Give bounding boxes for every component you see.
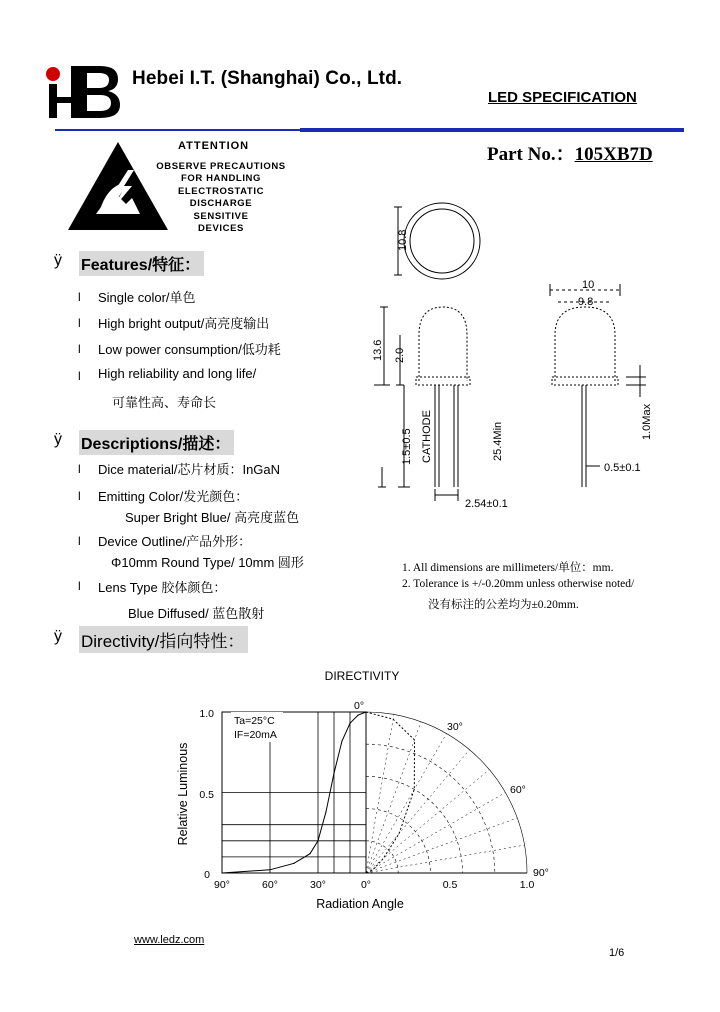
directivity-heading: Directivity/指向特性： xyxy=(79,626,248,653)
x-tick-label: 60° xyxy=(262,879,278,891)
condition-temperature: Ta=25°C xyxy=(234,715,275,727)
note-2-cont: 没有标注的公差均为±0.20mm. xyxy=(428,599,579,611)
company-name: Hebei I.T. (Shanghai) Co., Ltd. xyxy=(132,68,403,89)
polar-spoke xyxy=(366,714,394,873)
polar-ring xyxy=(366,712,527,873)
directivity-chart xyxy=(160,660,560,920)
section-bullet: ÿ xyxy=(54,431,62,448)
curve-point xyxy=(293,863,294,864)
polar-spoke xyxy=(366,770,489,873)
esd-line: FOR HANDLING xyxy=(180,173,262,185)
y-tick-label: 0.5 xyxy=(199,789,214,801)
feature-item: High bright output/高亮度输出 xyxy=(98,316,270,331)
feature-item-extra: 可靠性高、寿命长 xyxy=(112,395,217,410)
descriptions-heading: Descriptions/描述： xyxy=(79,430,234,455)
polar-label-30: 30° xyxy=(447,721,463,733)
part-number-value: 105XB7D xyxy=(574,144,653,165)
note-1: 1. All dimensions are millimeters/单位：mm. xyxy=(402,562,614,574)
esd-line: DEVICES xyxy=(198,223,244,235)
dim-lead-gap: 1.5±0.5 xyxy=(401,428,413,465)
description-sub: Φ10mm Round Type/ 10mm 圆形 xyxy=(111,555,304,570)
polar-spoke xyxy=(366,845,525,873)
esd-line: DISCHARGE xyxy=(189,198,253,210)
feature-item: High reliability and long life/ xyxy=(98,366,257,381)
y-tick-label: 0 xyxy=(204,869,210,881)
curve-point xyxy=(317,840,318,841)
list-bullet: l xyxy=(78,534,81,548)
x-tick-label: 90° xyxy=(214,879,230,891)
description-sub: Blue Diffused/ 蓝色散射 xyxy=(128,606,265,621)
esd-line: ELECTROSTATIC xyxy=(177,185,265,197)
curve-point xyxy=(341,740,342,741)
curve-point xyxy=(325,811,326,812)
header-rule-thick xyxy=(300,128,684,132)
x-tick-label: 0° xyxy=(360,879,372,891)
chart-title: DIRECTIVITY xyxy=(324,669,400,683)
list-bullet: l xyxy=(78,316,81,330)
y-axis-label: Relative Luminous xyxy=(176,742,190,846)
dim-lead-length: 25.4Min xyxy=(492,421,504,461)
polar-label-0: 0° xyxy=(354,700,365,712)
document-title: LED SPECIFICATION xyxy=(488,89,637,106)
esd-attention: ATTENTION xyxy=(178,140,250,152)
list-bullet: l xyxy=(78,489,81,503)
curve-point xyxy=(357,715,358,716)
curve-point xyxy=(269,869,270,870)
esd-line: OBSERVE PRECAUTIONS xyxy=(156,161,286,172)
curve-point xyxy=(333,773,334,774)
led-dimension-drawing xyxy=(350,195,680,525)
list-bullet: l xyxy=(78,342,81,356)
y-tick-label: 1.0 xyxy=(199,708,214,720)
list-bullet: l xyxy=(78,369,81,383)
x-tick-label: 1.0 xyxy=(519,879,535,891)
curve-point xyxy=(309,853,310,854)
dim-flange-max: 1.0Max xyxy=(641,403,653,440)
polar-label-60: 60° xyxy=(510,784,526,796)
polar-spoke xyxy=(366,750,469,873)
feature-item: Low power consumption/低功耗 xyxy=(98,342,281,357)
curve-point xyxy=(221,872,222,873)
condition-current: IF=20mA xyxy=(234,729,277,741)
footer-url[interactable]: www.ledz.com xyxy=(134,934,205,946)
x-tick-label: 0.5 xyxy=(442,879,458,891)
part-number xyxy=(487,139,653,166)
esd-warning-text xyxy=(148,161,294,235)
curve-point xyxy=(349,723,350,724)
header-rule-thin xyxy=(55,129,300,131)
x-axis-label: Radiation Angle xyxy=(316,897,404,911)
x-tick-label: 30° xyxy=(310,879,326,891)
dim-lead-width: 0.5±0.1 xyxy=(604,462,641,474)
list-bullet: l xyxy=(78,462,81,476)
dim-side-body: 9.8 xyxy=(578,296,594,308)
dim-total-height: 13.6 xyxy=(372,339,384,361)
dim-lead-pitch: 2.54±0.1 xyxy=(465,498,508,510)
company-logo xyxy=(42,64,122,120)
dim-flange-height: 2.0 xyxy=(394,347,406,363)
list-bullet: l xyxy=(78,290,81,304)
polar-grid xyxy=(366,712,527,873)
polar-ring xyxy=(366,776,463,873)
part-number-label: Part No.： xyxy=(487,144,575,165)
cathode-label: CATHODE xyxy=(421,410,433,463)
page-number: 1/6 xyxy=(609,947,625,959)
polar-pattern-curve xyxy=(366,712,415,873)
description-item: Emitting Color/发光颜色： xyxy=(98,489,249,504)
note-2: 2. Tolerance is +/-0.20mm unless otherwise noted/ xyxy=(402,578,635,590)
polar-ring xyxy=(366,841,398,873)
feature-item: Single color/单色 xyxy=(98,290,196,305)
dim-side-diameter: 10 xyxy=(582,279,595,291)
section-bullet: ÿ xyxy=(54,628,62,645)
description-sub: Super Bright Blue/ 高亮度蓝色 xyxy=(125,510,300,525)
esd-line: SENSITIVE xyxy=(193,210,249,222)
description-item: Device Outline/产品外形： xyxy=(98,534,252,549)
description-item: Lens Type 胶体颜色： xyxy=(98,580,227,595)
polar-label-90: 90° xyxy=(533,867,549,879)
dim-top-diameter: 10.8 xyxy=(397,229,409,251)
section-bullet: ÿ xyxy=(54,252,62,269)
list-bullet: l xyxy=(78,579,81,593)
features-heading: Features/特征： xyxy=(79,251,204,276)
description-item: Dice material/芯片材质：InGaN xyxy=(98,462,281,477)
